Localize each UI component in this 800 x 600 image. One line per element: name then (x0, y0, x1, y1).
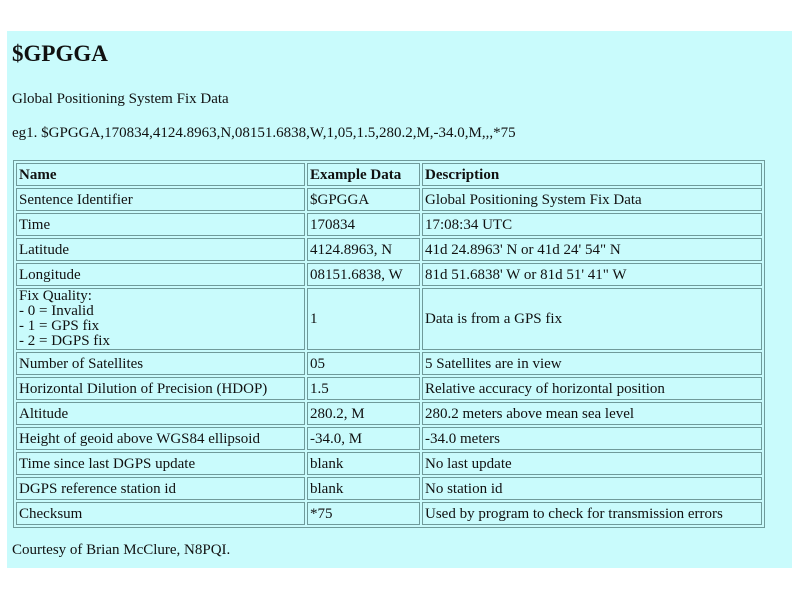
footer-credit: Courtesy of Brian McClure, N8PQI. (12, 542, 231, 558)
cell-example: 4124.8963, N (307, 238, 420, 261)
cell-name: Sentence Identifier (16, 188, 305, 211)
cell-description: Global Positioning System Fix Data (422, 188, 762, 211)
table-row (16, 352, 762, 375)
cell-example: blank (307, 452, 420, 475)
cell-example: 170834 (307, 213, 420, 236)
page (7, 31, 792, 568)
cell-example: 1 (307, 288, 420, 350)
table-row (16, 238, 762, 261)
cell-name: Time since last DGPS update (16, 452, 305, 475)
cell-name: Checksum (16, 502, 305, 525)
cell-name: DGPS reference station id (16, 477, 305, 500)
cell-name: Time (16, 213, 305, 236)
table-row (16, 402, 762, 425)
table-row (16, 288, 762, 350)
cell-name: Number of Satellites (16, 352, 305, 375)
table-row (16, 452, 762, 475)
cell-description: Data is from a GPS fix (422, 288, 762, 350)
table-row (16, 377, 762, 400)
cell-description: No last update (422, 452, 762, 475)
cell-description: -34.0 meters (422, 427, 762, 450)
cell-example: 280.2, M (307, 402, 420, 425)
table-row (16, 213, 762, 236)
page-title: $GPGGA (12, 41, 108, 66)
cell-name: Horizontal Dilution of Precision (HDOP) (16, 377, 305, 400)
cell-example: *75 (307, 502, 420, 525)
cell-example: $GPGGA (307, 188, 420, 211)
cell-example: -34.0, M (307, 427, 420, 450)
cell-description: 280.2 meters above mean sea level (422, 402, 762, 425)
cell-example: 05 (307, 352, 420, 375)
cell-description: 41d 24.8963' N or 41d 24' 54" N (422, 238, 762, 261)
table-row (16, 188, 762, 211)
header-example: Example Data (307, 163, 420, 186)
cell-example: 1.5 (307, 377, 420, 400)
fix-quality-label: Fix Quality: (19, 288, 92, 304)
table-row (16, 263, 762, 286)
cell-description: Used by program to check for transmission errors (422, 502, 762, 525)
cell-name: Latitude (16, 238, 305, 261)
cell-description: 81d 51.6838' W or 81d 51' 41" W (422, 263, 762, 286)
cell-description: 5 Satellites are in view (422, 352, 762, 375)
cell-description: 17:08:34 UTC (422, 213, 762, 236)
table-header-row (16, 163, 762, 186)
subtitle: Global Positioning System Fix Data (12, 91, 229, 107)
example-sentence: eg1. $GPGGA,170834,4124.8963,N,08151.6838,W,1,05,1.5,280.2,M,-34.0,M,,,*75 (12, 125, 516, 141)
cell-name (16, 288, 305, 350)
fix-quality-option: - 1 = GPS fix (19, 318, 100, 334)
cell-description: Relative accuracy of horizontal position (422, 377, 762, 400)
header-name: Name (16, 163, 305, 186)
cell-name: Height of geoid above WGS84 ellipsoid (16, 427, 305, 450)
fix-quality-option: - 2 = DGPS fix (19, 333, 110, 349)
field-table (13, 160, 765, 528)
table-row (16, 427, 762, 450)
cell-name: Longitude (16, 263, 305, 286)
cell-description: No station id (422, 477, 762, 500)
header-description: Description (422, 163, 762, 186)
table-row (16, 477, 762, 500)
cell-example: 08151.6838, W (307, 263, 420, 286)
fix-quality-option: - 0 = Invalid (19, 303, 94, 319)
table-row (16, 502, 762, 525)
cell-name: Altitude (16, 402, 305, 425)
cell-example: blank (307, 477, 420, 500)
